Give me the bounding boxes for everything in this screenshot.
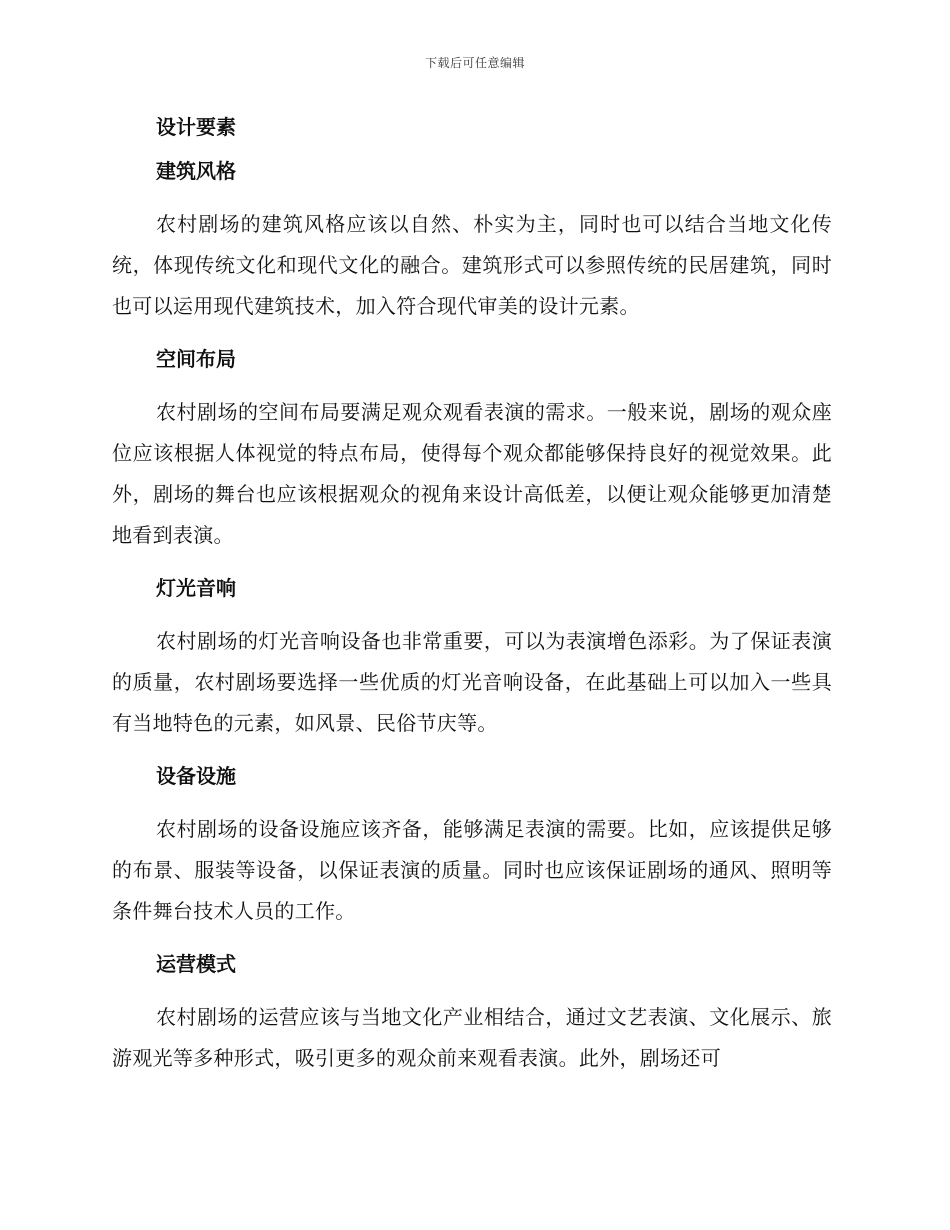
document-body: [112, 110, 832, 1079]
paragraph-space-layout: 农村剧场的空间布局要满足观众观看表演的需求。一般来说，剧场的观众座位应该根据人体视觉的特点布局，使得每个观众都能够保持良好的视觉效果。此外，剧场的舞台也应该根据观众的视角来设计高低差，以便让观众能够更加清楚地看到表演。: [112, 400, 832, 547]
paragraph-lighting-sound: 农村剧场的灯光音响设备也非常重要，可以为表演增色添彩。为了保证表演的质量，农村剧场要选择一些优质的灯光音响设备，在此基础上可以加入一些具有当地特色的元素，如风景、民俗节庆等。: [112, 629, 832, 735]
heading-operation-model: 运营模式: [156, 952, 236, 976]
heading-architecture-style: 建筑风格: [156, 159, 236, 183]
heading-lighting-sound: 灯光音响: [156, 576, 236, 600]
page-header: 下载后可任意编辑: [424, 56, 525, 70]
paragraph-architecture-style: 农村剧场的建筑风格应该以自然、朴实为主，同时也可以结合当地文化传统，体现传统文化和现代文化的融合。建筑形式可以参照传统的民居建筑，同时也可以运用现代建筑技术，加入符合现代审美的设计元素。: [112, 212, 832, 318]
heading-design-elements: 设计要素: [156, 115, 236, 139]
heading-space-layout: 空间布局: [156, 347, 236, 371]
heading-equipment-facilities: 设备设施: [156, 764, 236, 788]
paragraph-operation-model: 农村剧场的运营应该与当地文化产业相结合，通过文艺表演、文化展示、旅游观光等多种形式，吸引更多的观众前来观看表演。此外，剧场还可: [112, 1005, 832, 1070]
paragraph-equipment-facilities: 农村剧场的设备设施应该齐备，能够满足表演的需要。比如，应该提供足够的布景、服装等设备，以保证表演的质量。同时也应该保证剧场的通风、照明等条件舞台技术人员的工作。: [112, 817, 832, 923]
